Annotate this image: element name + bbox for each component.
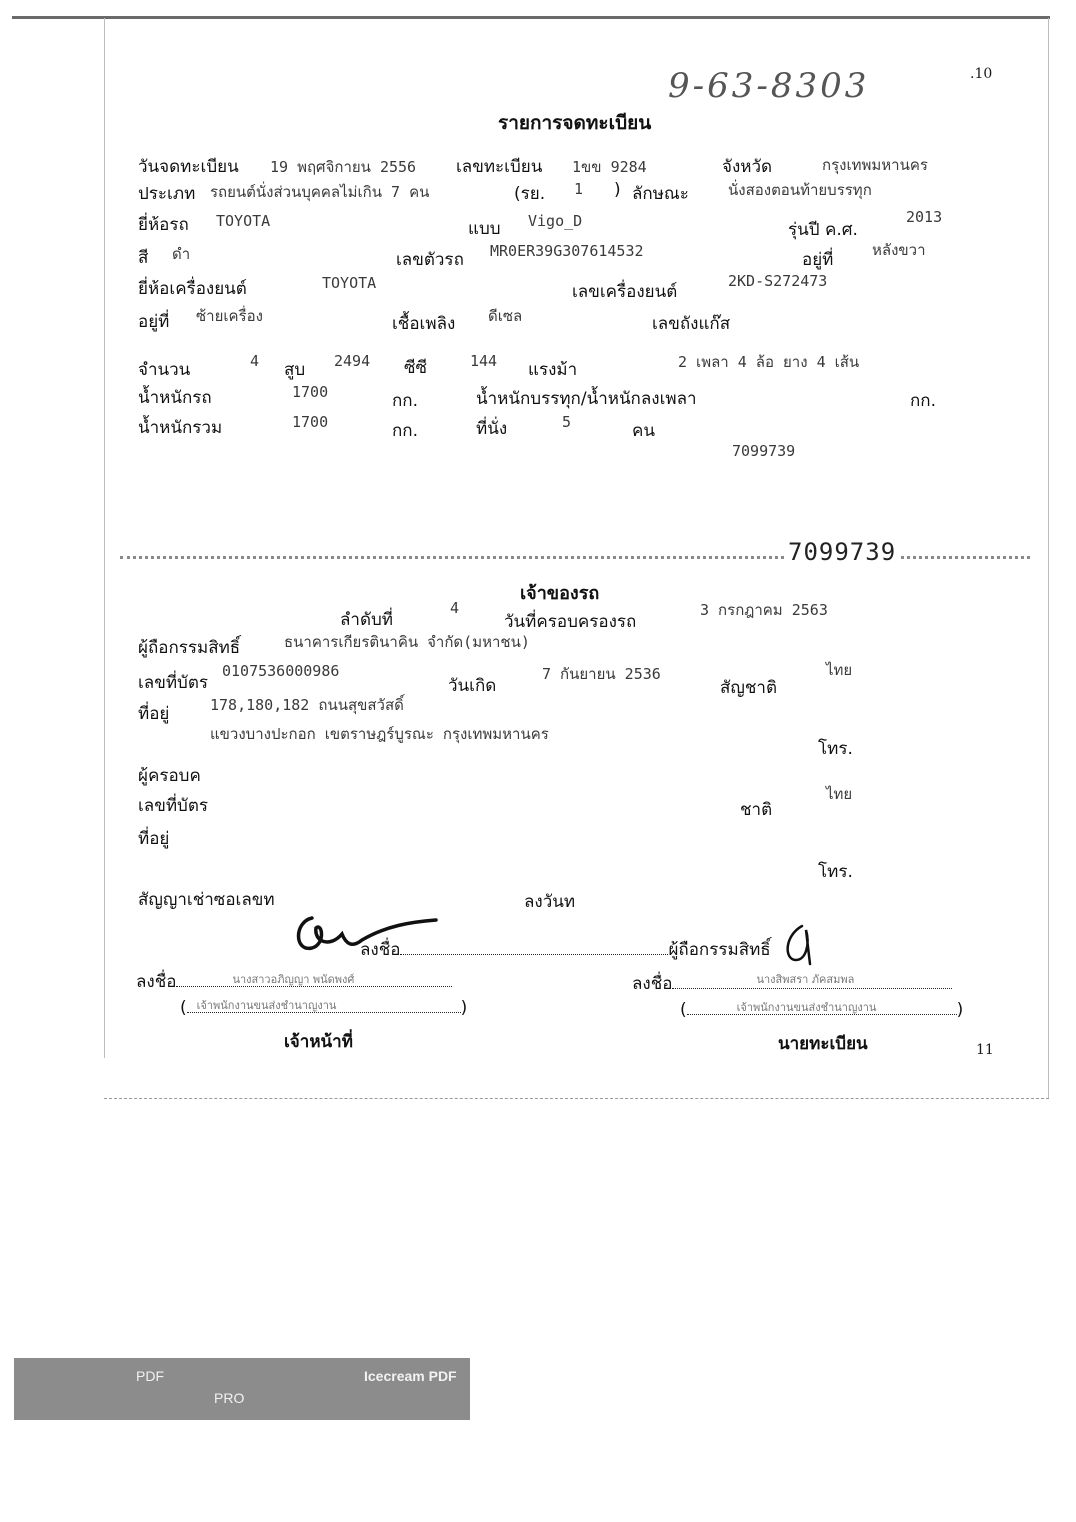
weight-label: น้ำหนักรถ bbox=[138, 388, 212, 408]
address-line-2: แขวงบางปะกอก เขตราษฎร์บูรณะ กรุงเทพมหานคร bbox=[210, 725, 549, 743]
page-title: รายการจดทะเบียน bbox=[498, 112, 652, 134]
watermark-pdf: PDF bbox=[136, 1368, 164, 1384]
possessor-phone-label: โทร. bbox=[818, 862, 853, 882]
birth-label: วันเกิด bbox=[448, 676, 497, 696]
fuel: ดีเซล bbox=[488, 307, 523, 325]
province: กรุงเทพมหานคร bbox=[822, 156, 928, 174]
vehicle-type: รถยนต์นั่งส่วนบุคคลไม่เกิน 7 คน bbox=[210, 183, 430, 201]
right-position-line bbox=[687, 1000, 957, 1015]
left-signer-role: เจ้าหน้าที่ bbox=[284, 1032, 353, 1052]
left-position-line bbox=[187, 998, 461, 1013]
model-year: 2013 bbox=[906, 208, 943, 226]
seats: 5 bbox=[562, 413, 572, 431]
id-label: เลขที่บัตร bbox=[138, 673, 209, 693]
reg-date-label: วันจดทะเบียน bbox=[138, 157, 239, 177]
right-signer-position: เจ้าพนักงานขนส่งชำนาญงาน bbox=[736, 1001, 877, 1014]
page-number-bottom: 11 bbox=[976, 1042, 994, 1058]
right-signer-name: นางสิพสรา ภัคสมพล bbox=[756, 973, 855, 986]
page-number-top: .10 bbox=[970, 66, 993, 82]
right-sign-label: ลงชื่อ bbox=[632, 974, 673, 994]
stub-serial: 7099739 bbox=[788, 538, 897, 566]
left-position-row: ( เจ้าพนักงานขนส่งชำนาญงาน ) bbox=[180, 998, 468, 1018]
scan-edge-right bbox=[1048, 18, 1049, 1098]
document-serial: 7099739 bbox=[732, 442, 796, 460]
engine-cc: 2494 bbox=[334, 352, 371, 370]
owner-title: เจ้าของรถ bbox=[520, 583, 600, 604]
reg-date: 19 พฤศจิกายน 2556 bbox=[270, 158, 417, 176]
engine-location: ซ้ายเครื่อง bbox=[196, 307, 263, 325]
order-label: ลำดับที่ bbox=[340, 610, 394, 630]
handwritten-file-number: 9-63-8303 bbox=[668, 66, 870, 106]
cylinder-count: 4 bbox=[250, 352, 260, 370]
fuel-label: เชื้อเพลิง bbox=[392, 314, 456, 334]
ry-value: 1 bbox=[574, 180, 584, 198]
possessor-address-label: ที่อยู่ bbox=[138, 829, 170, 849]
left-signer-position: เจ้าพนักงานขนส่งชำนาญงาน bbox=[196, 999, 337, 1012]
chassis-location-label: อยู่ที่ bbox=[802, 250, 834, 270]
province-label: จังหวัด bbox=[722, 157, 773, 177]
holder-sign-suffix: ผู้ถือกรรมสิทธิ์ bbox=[668, 940, 771, 960]
seats-label: ที่นั่ง bbox=[476, 419, 508, 439]
type-label: ประเภท bbox=[138, 184, 196, 204]
holder-sign-row bbox=[360, 936, 771, 963]
color: ดำ bbox=[172, 245, 191, 263]
holder-sign-label: ลงชื่อ bbox=[360, 940, 401, 960]
engine-brand: TOYOTA bbox=[322, 274, 377, 292]
icecream-pdf-watermark bbox=[14, 1358, 470, 1420]
right-position-row: ( เจ้าพนักงานขนส่งชำนาญงาน ) bbox=[680, 1000, 964, 1020]
registrar-initial-scribble-icon bbox=[780, 922, 820, 966]
lease-date-label: ลงวันท bbox=[524, 892, 576, 912]
address-line-1: 178,180,182 ถนนสุขสวัสดิ์ bbox=[210, 696, 404, 714]
possessor-nationality: ไทย bbox=[826, 785, 853, 803]
style-label: ลักษณะ bbox=[632, 184, 689, 204]
right-sign-row bbox=[632, 970, 952, 997]
plate: 1ขข 9284 bbox=[572, 158, 647, 176]
brand-label: ยี่ห้อรถ bbox=[138, 215, 189, 235]
plate-label: เลขทะเบียน bbox=[456, 157, 543, 177]
gas-tank-label: เลขถังแก๊ส bbox=[652, 314, 731, 334]
total-weight-unit: กก. bbox=[392, 421, 418, 441]
engine-number-label: เลขเครื่องยนต์ bbox=[572, 282, 678, 302]
possessor-nationality-label: ชาติ bbox=[740, 800, 773, 820]
left-signer-name: นางสาวอภิญญา พนัดพงศ์ bbox=[232, 973, 355, 986]
brand: TOYOTA bbox=[216, 212, 271, 230]
right-signer-role: นายทะเบียน bbox=[778, 1034, 868, 1054]
vehicle-weight: 1700 bbox=[292, 383, 329, 401]
horsepower: 144 bbox=[470, 352, 498, 370]
nationality-label: สัญชาติ bbox=[720, 678, 777, 698]
holder-label: ผู้ถือกรรมสิทธิ์ bbox=[138, 638, 241, 658]
birth-date: 7 กันยายน 2536 bbox=[542, 665, 661, 683]
cc-label: ซีซี bbox=[404, 358, 428, 378]
chassis-location: หลังขวา bbox=[872, 241, 926, 259]
holder-name: ธนาคารเกียรตินาคิน จำกัด(มหาชน) bbox=[284, 633, 530, 651]
left-sign-row bbox=[136, 968, 452, 995]
phone-label: โทร. bbox=[818, 739, 853, 759]
lease-label: สัญญาเช่าซอเลขท bbox=[138, 890, 275, 910]
watermark-brand: Icecream PDF bbox=[364, 1368, 457, 1384]
ry-open: (รย. bbox=[514, 184, 546, 204]
scan-edge-bottom bbox=[104, 1098, 1049, 1100]
right-sign-line bbox=[672, 974, 952, 989]
scan-edge-top bbox=[12, 16, 1050, 19]
holder-id: 0107536000986 bbox=[222, 662, 340, 680]
color-label: สี bbox=[138, 248, 149, 268]
nationality: ไทย bbox=[826, 661, 853, 679]
axle-config: 2 เพลา 4 ล้อ ยาง 4 เส้น bbox=[678, 353, 860, 371]
year-label: รุ่นปี ค.ศ. bbox=[788, 220, 858, 240]
possessor-label: ผู้ครอบค bbox=[138, 766, 201, 786]
possession-date: 3 กรกฎาคม 2563 bbox=[700, 601, 828, 619]
owner-order: 4 bbox=[450, 599, 460, 617]
chassis-number: MR0ER39G307614532 bbox=[490, 242, 644, 260]
engine-brand-label: ยี่ห้อเครื่องยนต์ bbox=[138, 279, 247, 299]
possession-date-label: วันที่ครอบครองรถ bbox=[504, 612, 637, 632]
horsepower-label: แรงม้า bbox=[528, 360, 578, 380]
ry-close: ) bbox=[614, 180, 621, 200]
chassis-label: เลขตัวรถ bbox=[396, 250, 464, 270]
cylinder-label: สูบ bbox=[284, 360, 306, 380]
engine-number: 2KD-S272473 bbox=[728, 272, 828, 290]
seats-unit: คน bbox=[632, 421, 655, 441]
left-sign-label: ลงชื่อ bbox=[136, 972, 177, 992]
cylinder-count-label: จำนวน bbox=[138, 360, 191, 380]
model: Vigo_D bbox=[528, 212, 583, 230]
load-label: น้ำหนักบรรทุก/น้ำหนักลงเพลา bbox=[476, 389, 697, 409]
total-weight: 1700 bbox=[292, 413, 329, 431]
left-sign-line bbox=[176, 972, 452, 987]
watermark-pro: PRO bbox=[214, 1390, 245, 1406]
scan-edge-left bbox=[104, 18, 105, 1058]
load-unit: กก. bbox=[910, 391, 936, 411]
weight-unit: กก. bbox=[392, 391, 418, 411]
address-label: ที่อยู่ bbox=[138, 704, 170, 724]
vehicle-style: นั่งสองตอนท้ายบรรทุก bbox=[728, 181, 872, 199]
model-label: แบบ bbox=[468, 219, 501, 239]
possessor-id-label: เลขที่บัตร bbox=[138, 796, 209, 816]
total-weight-label: น้ำหนักรวม bbox=[138, 418, 223, 438]
engine-location-label: อยู่ที่ bbox=[138, 312, 170, 332]
holder-sign-line bbox=[400, 940, 668, 955]
